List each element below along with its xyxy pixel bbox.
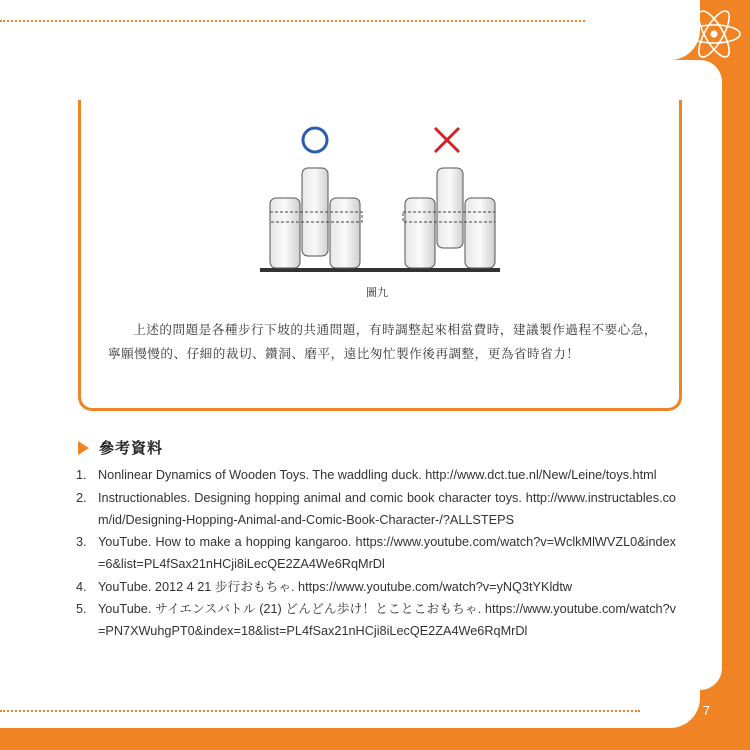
section-title: 力的科學實作 xyxy=(588,23,678,39)
atom-icon xyxy=(682,2,746,66)
references-heading xyxy=(78,437,163,458)
footer-white-area xyxy=(0,688,700,728)
reference-number: 5. xyxy=(76,602,87,616)
footer-dotted-line xyxy=(0,710,640,712)
reference-item xyxy=(76,598,676,642)
reference-item xyxy=(76,464,676,486)
right-margin-inner xyxy=(700,60,722,690)
bad-mark-icon xyxy=(435,128,459,152)
page-number: 7 xyxy=(702,703,710,718)
body-paragraph: 上述的問題是各種步行下坡的共通問題，有時調整起來相當費時，建議製作過程不要心急，寧願慢慢的、仔細的裁切、鑽洞、磨平，遠比匆忙製作後再調整，更為省時省力！ xyxy=(108,322,657,361)
references-title: 參考資料 xyxy=(99,439,164,457)
figure-wheels-comparison xyxy=(250,118,510,278)
reference-item xyxy=(76,576,676,598)
reference-item xyxy=(76,531,676,575)
reference-text: YouTube. How to make a hopping kangaroo. https://www.youtube.com/watch?v=WclkMlWVZL0&index=6&list=PL4fSax21nHCji8iLecQE2ZA4We6RqMrDl xyxy=(98,535,676,571)
references-list xyxy=(76,464,676,643)
good-mark-icon xyxy=(303,128,327,152)
reference-number: 4. xyxy=(76,579,87,594)
reference-text: YouTube. サイエンスバトル (21) どんどん歩け！とことこおもちゃ. https://www.youtube.com/watch?v=PN7XWuhgPT0&index=18&list=PL4fSax21nHCji8iLecQE2ZA4We6RqMrDl xyxy=(98,602,676,638)
reference-number: 2. xyxy=(76,490,87,505)
wheel-set-wrong xyxy=(403,168,495,268)
reference-number: 3. xyxy=(76,535,87,549)
ground-line xyxy=(260,268,500,272)
reference-text: Nonlinear Dynamics of Wooden Toys. The waddling duck. http://www.dct.tue.nl/New/Leine/toys.html xyxy=(98,468,657,482)
triangle-bullet-icon xyxy=(78,441,89,455)
reference-item xyxy=(76,487,676,531)
reference-number: 1. xyxy=(76,468,87,482)
reference-text: YouTube. 2012 4 21 步行おもちゃ. https://www.youtube.com/watch?v=yNQ3tYKldtw xyxy=(98,579,573,594)
figure-caption: 圖九 xyxy=(366,286,388,299)
wheel-set-correct xyxy=(270,168,362,268)
reference-text: Instructionables. Designing hopping animal and comic book character toys. http://www.instructables.com/id/Designing-Hopping-Animal-and-Comic-Book-Character-/?ALLSTEPS xyxy=(98,490,676,527)
header-dotted-line xyxy=(0,20,585,22)
